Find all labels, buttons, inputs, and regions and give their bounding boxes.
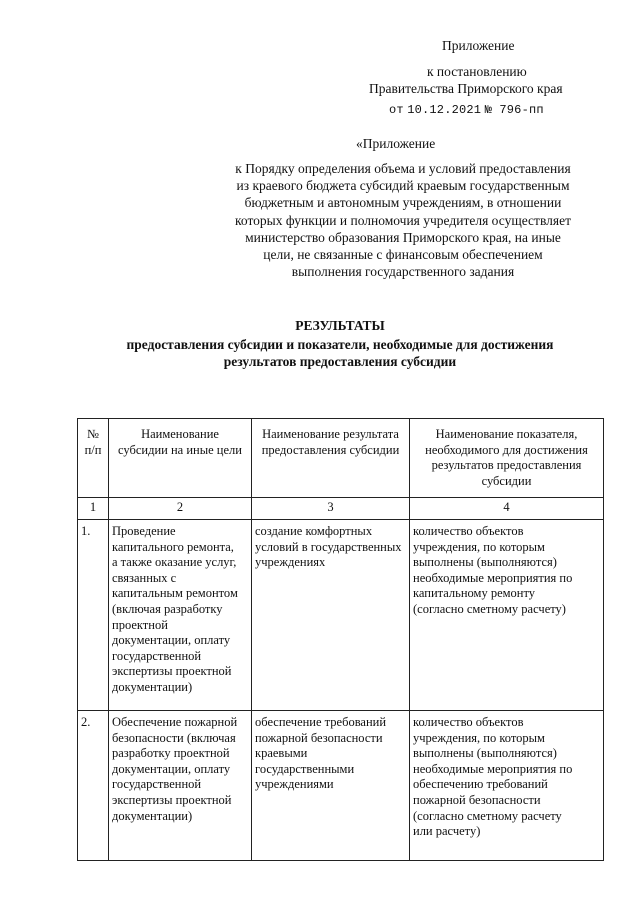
col-header-subsidy: Наименование субсидии на иные цели <box>109 419 252 498</box>
results-title: РЕЗУЛЬТАТЫ <box>295 318 385 333</box>
appendix-description: к Порядку определения объема и условий предоставления из краевого бюджета субсидий краевым государственным бюджетным и автономным учреждениям, в отношении которых функции и полномочия учредителя осуществляет министерство образования Приморского края, на иные цели, не связанные с финансовым обеспечением выполнения государственного задания <box>235 161 571 280</box>
col-number-2: 2 <box>109 498 252 520</box>
row-result: создание комфортных условий в государственных учреждениях <box>252 520 410 711</box>
col-header-result: Наименование результата предоставления субсидии <box>252 419 410 498</box>
appendix-title: «Приложение <box>356 136 436 151</box>
results-subtitle: предоставления субсидии и показатели, необходимые для достижения результатов предоставления субсидии <box>126 337 554 369</box>
col-number-1: 1 <box>78 498 109 520</box>
header-appendix-label: Приложение <box>442 38 515 53</box>
col-number-3: 3 <box>252 498 410 520</box>
table-row <box>78 520 604 711</box>
table-column-numbers-row <box>78 498 604 520</box>
decree-number: № 796-пп <box>484 103 544 117</box>
row-subsidy: Проведение капитального ремонта, а также оказание услуг, связанных с капитальным ремонтом (включая разработку проектной документации, оплату государственной экспертизы проектной документации) <box>109 520 252 711</box>
header-date-number <box>389 101 544 117</box>
header-decree-ref: к постановлению <box>427 64 527 79</box>
row-indicator: количество объектов учреждения, по которым выполнены (выполняются) необходимые мероприятия по обеспечению требований пожарной безопасности (согласно сметному расчету или расчету) <box>410 711 604 861</box>
decree-date: 10.12.2021 <box>407 103 482 117</box>
table-header-row <box>78 419 604 498</box>
row-indicator: количество объектов учреждения, по которым выполнены (выполняются) необходимые мероприятия по капитальному ремонту (согласно сметному расчету) <box>410 520 604 711</box>
row-result: обеспечение требований пожарной безопасности краевыми государственными учреждениями <box>252 711 410 861</box>
col-header-indicator: Наименование показателя, необходимого для достижения результатов предоставления субсидии <box>410 419 604 498</box>
table-row <box>78 711 604 861</box>
col-header-number: № п/п <box>78 419 109 498</box>
header-government: Правительства Приморского края <box>369 81 563 96</box>
col-number-4: 4 <box>410 498 604 520</box>
row-subsidy: Обеспечение пожарной безопасности (включая разработку проектной документации, оплату государственной экспертизы проектной документации) <box>109 711 252 861</box>
row-number: 1. <box>78 520 109 711</box>
row-number: 2. <box>78 711 109 861</box>
results-table <box>77 418 604 861</box>
date-prefix: от <box>389 103 404 117</box>
